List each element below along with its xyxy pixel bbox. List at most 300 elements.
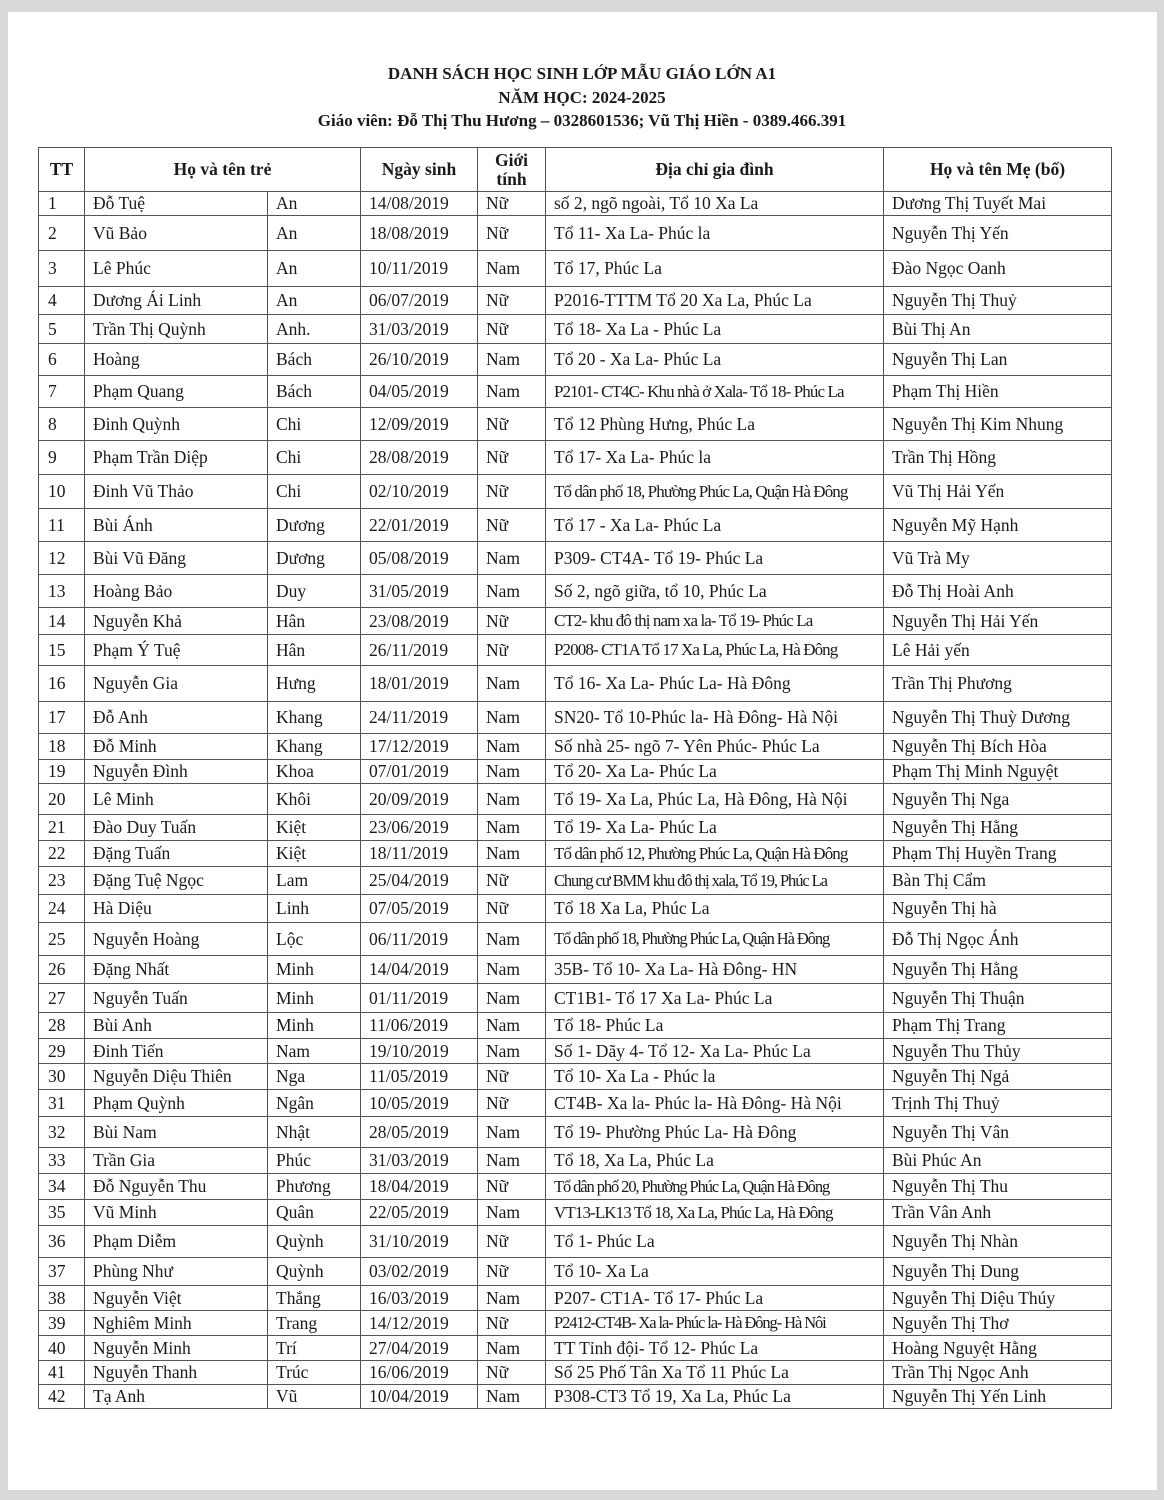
family-address: CT1B1- Tổ 17 Xa La- Phúc La [546,984,884,1013]
family-address: Tổ 20- Xa La- Phúc La [546,760,884,784]
parent-name: Lê Hải yến [884,635,1112,666]
parent-name: Nguyễn Thị Bích Hòa [884,734,1112,760]
parent-name: Phạm Thị Minh Nguyệt [884,760,1112,784]
child-given-name: Ngân [268,1090,361,1117]
date-of-birth: 03/02/2019 [361,1258,478,1286]
child-given-name: An [268,251,361,287]
child-given-name: Minh [268,1013,361,1039]
child-given-name: Minh [268,984,361,1013]
table-row [39,475,1112,509]
date-of-birth: 31/03/2019 [361,1148,478,1174]
child-given-name: Hân [268,635,361,666]
date-of-birth: 18/08/2019 [361,216,478,251]
row-number: 5 [39,315,85,344]
table-row [39,1226,1112,1258]
header-tt: TT [39,148,85,192]
gender: Nam [478,1286,546,1311]
child-given-name: Anh. [268,315,361,344]
gender: Nữ [478,635,546,666]
date-of-birth: 26/10/2019 [361,344,478,376]
table-row [39,192,1112,216]
parent-name: Nguyễn Thị Thuỳ Dương [884,702,1112,734]
gender: Nữ [478,1361,546,1385]
child-surname: Phạm Trần Diệp [85,441,268,475]
date-of-birth: 11/05/2019 [361,1064,478,1090]
family-address: Tổ 17 - Xa La- Phúc La [546,509,884,542]
family-address: Tổ 17, Phúc La [546,251,884,287]
child-given-name: Kiệt [268,815,361,841]
parent-name: Nguyễn Thị hà [884,895,1112,923]
child-surname: Hoàng [85,344,268,376]
date-of-birth: 11/06/2019 [361,1013,478,1039]
child-given-name: Nam [268,1039,361,1064]
child-surname: Đỗ Anh [85,702,268,734]
date-of-birth: 10/04/2019 [361,1385,478,1409]
table-row [39,315,1112,344]
parent-name: Nguyễn Thị Hằng [884,815,1112,841]
parent-name: Nguyễn Thị Dung [884,1258,1112,1286]
family-address: TT Tỉnh đội- Tổ 12- Phúc La [546,1336,884,1361]
teacher-info: Giáo viên: Đỗ Thị Thu Hương – 0328601536; Vũ Thị Hiền - 0389.466.391 [317,111,847,130]
gender: Nam [478,1385,546,1409]
row-number: 11 [39,509,85,542]
child-surname: Bùi Nam [85,1117,268,1148]
gender: Nam [478,815,546,841]
child-given-name: Kiệt [268,841,361,867]
parent-name: Dương Thị Tuyết Mai [884,192,1112,216]
header-dob: Ngày sinh [361,148,478,192]
table-row [39,984,1112,1013]
header-gender [478,148,546,192]
date-of-birth: 28/08/2019 [361,441,478,475]
row-number: 17 [39,702,85,734]
child-surname: Vũ Minh [85,1200,268,1226]
gender: Nữ [478,867,546,895]
child-surname: Vũ Bảo [85,216,268,251]
date-of-birth: 27/04/2019 [361,1336,478,1361]
child-surname: Nguyễn Gia [85,666,268,702]
family-address: P308-CT3 Tổ 19, Xa La, Phúc La [546,1385,884,1409]
family-address: Tổ 11- Xa La- Phúc la [546,216,884,251]
child-surname: Phùng Như [85,1258,268,1286]
date-of-birth: 14/12/2019 [361,1311,478,1336]
child-surname: Bùi Vũ Đăng [85,542,268,575]
row-number: 39 [39,1311,85,1336]
date-of-birth: 16/03/2019 [361,1286,478,1311]
child-surname: Hà Diệu [85,895,268,923]
table-row [39,441,1112,475]
date-of-birth: 17/12/2019 [361,734,478,760]
parent-name: Nguyễn Thị Yến [884,216,1112,251]
parent-name: Nguyễn Thị Lan [884,344,1112,376]
row-number: 2 [39,216,85,251]
child-given-name: Hưng [268,666,361,702]
row-number: 20 [39,784,85,815]
date-of-birth: 25/04/2019 [361,867,478,895]
child-surname: Nguyễn Việt [85,1286,268,1311]
date-of-birth: 10/05/2019 [361,1090,478,1117]
date-of-birth: 06/11/2019 [361,923,478,956]
date-of-birth: 07/01/2019 [361,760,478,784]
date-of-birth: 24/11/2019 [361,702,478,734]
row-number: 28 [39,1013,85,1039]
family-address: Tổ 16- Xa La- Phúc La- Hà Đông [546,666,884,702]
table-row [39,1013,1112,1039]
table-row [39,666,1112,702]
row-number: 9 [39,441,85,475]
child-given-name: Trí [268,1336,361,1361]
parent-name: Nguyễn Thị Hải Yến [884,608,1112,635]
child-given-name: Lam [268,867,361,895]
family-address: CT2- khu đô thị nam xa la- Tổ 19- Phúc La [546,608,884,635]
parent-name: Nguyễn Thị Yến Linh [884,1385,1112,1409]
family-address: Số 1- Dãy 4- Tổ 12- Xa La- Phúc La [546,1039,884,1064]
date-of-birth: 22/01/2019 [361,509,478,542]
child-given-name: Trúc [268,1361,361,1385]
date-of-birth: 31/03/2019 [361,315,478,344]
row-number: 35 [39,1200,85,1226]
date-of-birth: 23/06/2019 [361,815,478,841]
date-of-birth: 18/01/2019 [361,666,478,702]
family-address: Tổ 17- Xa La- Phúc la [546,441,884,475]
gender: Nam [478,1013,546,1039]
table-row [39,1117,1112,1148]
gender: Nam [478,344,546,376]
date-of-birth: 20/09/2019 [361,784,478,815]
family-address: Chung cư BMM khu đô thị xala, Tổ 19, Phúc La [546,867,884,895]
child-given-name: Hân [268,608,361,635]
gender: Nam [478,956,546,984]
row-number: 1 [39,192,85,216]
header-gender-line2: tính [496,168,527,189]
table-body [39,192,1112,1409]
parent-name: Trần Thị Phương [884,666,1112,702]
table-row [39,1064,1112,1090]
family-address: CT4B- Xa la- Phúc la- Hà Đông- Hà Nội [546,1090,884,1117]
child-given-name: Quỳnh [268,1226,361,1258]
child-surname: Đỗ Minh [85,734,268,760]
date-of-birth: 28/05/2019 [361,1117,478,1148]
family-address: P2101- CT4C- Khu nhà ở Xala- Tổ 18- Phúc La [546,376,884,408]
date-of-birth: 12/09/2019 [361,408,478,441]
table-row [39,1148,1112,1174]
family-address: Tổ dân phố 12, Phường Phúc La, Quận Hà Đông [546,841,884,867]
child-surname: Phạm Diễm [85,1226,268,1258]
child-given-name: An [268,216,361,251]
gender: Nam [478,251,546,287]
table-row [39,734,1112,760]
child-surname: Đinh Tiến [85,1039,268,1064]
header-child-name: Họ và tên trẻ [85,148,361,192]
family-address: Tổ 1- Phúc La [546,1226,884,1258]
child-surname: Nguyễn Hoàng [85,923,268,956]
child-surname: Phạm Quang [85,376,268,408]
child-surname: Nguyễn Tuấn [85,984,268,1013]
row-number: 3 [39,251,85,287]
family-address: Tổ 10- Xa La - Phúc la [546,1064,884,1090]
parent-name: Nguyễn Thị Thơ [884,1311,1112,1336]
parent-name: Nguyễn Thị Ngả [884,1064,1112,1090]
parent-name: Phạm Thị Huyền Trang [884,841,1112,867]
date-of-birth: 16/06/2019 [361,1361,478,1385]
gender: Nam [478,923,546,956]
family-address: Tổ dân phố 20, Phường Phúc La, Quận Hà Đông [546,1174,884,1200]
family-address: Tổ dân phố 18, Phường Phúc La, Quận Hà Đông [546,923,884,956]
child-given-name: An [268,287,361,315]
gender: Nữ [478,408,546,441]
child-surname: Phạm Quỳnh [85,1090,268,1117]
child-surname: Đặng Nhất [85,956,268,984]
gender: Nữ [478,1090,546,1117]
child-surname: Phạm Ý Tuệ [85,635,268,666]
family-address: Tổ 10- Xa La [546,1258,884,1286]
family-address: Tổ 18- Xa La - Phúc La [546,315,884,344]
child-surname: Dương Ái Linh [85,287,268,315]
row-number: 26 [39,956,85,984]
date-of-birth: 31/10/2019 [361,1226,478,1258]
child-given-name: Khoa [268,760,361,784]
table-row [39,287,1112,315]
gender: Nam [478,666,546,702]
table-row [39,344,1112,376]
child-given-name: An [268,192,361,216]
table-row [39,1200,1112,1226]
row-number: 37 [39,1258,85,1286]
child-surname: Lê Phúc [85,251,268,287]
row-number: 19 [39,760,85,784]
table-row [39,956,1112,984]
table-row [39,784,1112,815]
row-number: 7 [39,376,85,408]
gender: Nữ [478,192,546,216]
child-given-name: Trang [268,1311,361,1336]
child-given-name: Khang [268,702,361,734]
child-surname: Trần Thị Quỳnh [85,315,268,344]
parent-name: Nguyễn Thu Thủy [884,1039,1112,1064]
row-number: 14 [39,608,85,635]
parent-name: Đỗ Thị Ngọc Ánh [884,923,1112,956]
child-given-name: Thắng [268,1286,361,1311]
child-surname: Trần Gia [85,1148,268,1174]
gender: Nữ [478,315,546,344]
row-number: 21 [39,815,85,841]
child-surname: Hoàng Bảo [85,575,268,608]
gender: Nam [478,1336,546,1361]
parent-name: Đỗ Thị Hoài Anh [884,575,1112,608]
gender: Nam [478,1148,546,1174]
date-of-birth: 14/04/2019 [361,956,478,984]
child-surname: Đào Duy Tuấn [85,815,268,841]
row-number: 42 [39,1385,85,1409]
table-row [39,251,1112,287]
row-number: 10 [39,475,85,509]
gender: Nữ [478,608,546,635]
child-given-name: Nga [268,1064,361,1090]
child-given-name: Khôi [268,784,361,815]
gender: Nữ [478,1258,546,1286]
gender: Nữ [478,475,546,509]
date-of-birth: 02/10/2019 [361,475,478,509]
table-row [39,1336,1112,1361]
child-given-name: Lộc [268,923,361,956]
family-address: Số 2, ngõ giữa, tổ 10, Phúc La [546,575,884,608]
gender: Nữ [478,895,546,923]
gender: Nam [478,1117,546,1148]
row-number: 36 [39,1226,85,1258]
gender: Nữ [478,1311,546,1336]
family-address: số 2, ngõ ngoài, Tổ 10 Xa La [546,192,884,216]
table-row [39,867,1112,895]
child-surname: Đinh Quỳnh [85,408,268,441]
child-surname: Đỗ Tuệ [85,192,268,216]
row-number: 23 [39,867,85,895]
child-given-name: Dương [268,509,361,542]
header-parent: Họ và tên Mẹ (bố) [884,148,1112,192]
gender: Nữ [478,509,546,542]
table-row [39,1039,1112,1064]
student-list-table [38,147,1112,1409]
parent-name: Nguyễn Thị Nga [884,784,1112,815]
table-row [39,1090,1112,1117]
family-address: Tổ 18, Xa La, Phúc La [546,1148,884,1174]
gender: Nam [478,984,546,1013]
child-given-name: Quỳnh [268,1258,361,1286]
table-header-row [39,148,1112,192]
date-of-birth: 23/08/2019 [361,608,478,635]
table-row [39,1361,1112,1385]
date-of-birth: 26/11/2019 [361,635,478,666]
gender: Nam [478,1039,546,1064]
date-of-birth: 04/05/2019 [361,376,478,408]
family-address: Tổ 19- Phường Phúc La- Hà Đông [546,1117,884,1148]
row-number: 25 [39,923,85,956]
row-number: 22 [39,841,85,867]
table-row [39,895,1112,923]
row-number: 40 [39,1336,85,1361]
family-address: 35B- Tổ 10- Xa La- Hà Đông- HN [546,956,884,984]
family-address: Tổ 19- Xa La- Phúc La [546,815,884,841]
row-number: 41 [39,1361,85,1385]
parent-name: Trần Thị Ngọc Anh [884,1361,1112,1385]
parent-name: Vũ Trà My [884,542,1112,575]
family-address: Số 25 Phố Tân Xa Tổ 11 Phúc La [546,1361,884,1385]
child-given-name: Chi [268,408,361,441]
child-surname: Đinh Vũ Thảo [85,475,268,509]
family-address: Tổ 18- Phúc La [546,1013,884,1039]
table-row [39,216,1112,251]
parent-name: Trịnh Thị Thuỷ [884,1090,1112,1117]
date-of-birth: 18/11/2019 [361,841,478,867]
child-surname: Đỗ Nguyễn Thu [85,1174,268,1200]
parent-name: Trần Thị Hồng [884,441,1112,475]
table-row [39,1286,1112,1311]
gender: Nữ [478,1064,546,1090]
child-surname: Đặng Tuấn [85,841,268,867]
parent-name: Phạm Thị Trang [884,1013,1112,1039]
child-surname: Tạ Anh [85,1385,268,1409]
date-of-birth: 22/05/2019 [361,1200,478,1226]
header-address: Địa chỉ gia đình [546,148,884,192]
row-number: 30 [39,1064,85,1090]
family-address: SN20- Tổ 10-Phúc la- Hà Đông- Hà Nội [546,702,884,734]
parent-name: Nguyễn Thị Diệu Thúy [884,1286,1112,1311]
date-of-birth: 06/07/2019 [361,287,478,315]
date-of-birth: 10/11/2019 [361,251,478,287]
child-given-name: Nhật [268,1117,361,1148]
date-of-birth: 31/05/2019 [361,575,478,608]
gender: Nữ [478,216,546,251]
child-given-name: Minh [268,956,361,984]
child-surname: Nguyễn Đình [85,760,268,784]
gender: Nam [478,760,546,784]
parent-name: Nguyễn Thị Hằng [884,956,1112,984]
table-row [39,376,1112,408]
row-number: 29 [39,1039,85,1064]
family-address: P2412-CT4B- Xa la- Phúc la- Hà Đông- Hà Nôi [546,1311,884,1336]
gender: Nữ [478,1226,546,1258]
child-surname: Bùi Anh [85,1013,268,1039]
gender: Nữ [478,441,546,475]
family-address: P309- CT4A- Tổ 19- Phúc La [546,542,884,575]
gender: Nam [478,1200,546,1226]
child-surname: Bùi Ánh [85,509,268,542]
row-number: 12 [39,542,85,575]
row-number: 6 [39,344,85,376]
parent-name: Bùi Thị An [884,315,1112,344]
table-row [39,841,1112,867]
child-given-name: Bách [268,376,361,408]
table-row [39,1258,1112,1286]
parent-name: Trần Vân Anh [884,1200,1112,1226]
table-row [39,509,1112,542]
table-row [39,760,1112,784]
header-gender-line1: Giới [494,149,529,170]
table-row [39,923,1112,956]
family-address: Tổ 20 - Xa La- Phúc La [546,344,884,376]
gender: Nữ [478,287,546,315]
child-given-name: Vũ [268,1385,361,1409]
gender: Nữ [478,1174,546,1200]
date-of-birth: 19/10/2019 [361,1039,478,1064]
parent-name: Bùi Phúc An [884,1148,1112,1174]
family-address: Tổ dân phố 18, Phường Phúc La, Quận Hà Đông [546,475,884,509]
date-of-birth: 05/08/2019 [361,542,478,575]
child-surname: Lê Minh [85,784,268,815]
child-given-name: Phúc [268,1148,361,1174]
child-given-name: Quân [268,1200,361,1226]
parent-name: Nguyễn Thị Thuỷ [884,287,1112,315]
gender: Nam [478,841,546,867]
child-given-name: Bách [268,344,361,376]
gender: Nam [478,376,546,408]
child-surname: Nguyễn Minh [85,1336,268,1361]
parent-name: Nguyễn Mỹ Hạnh [884,509,1112,542]
child-given-name: Duy [268,575,361,608]
row-number: 18 [39,734,85,760]
table-row [39,1385,1112,1409]
table-row [39,702,1112,734]
family-address: P207- CT1A- Tổ 17- Phúc La [546,1286,884,1311]
table-row [39,575,1112,608]
child-given-name: Khang [268,734,361,760]
gender: Nam [478,734,546,760]
row-number: 34 [39,1174,85,1200]
child-given-name: Chi [268,475,361,509]
parent-name: Nguyễn Thị Thuận [884,984,1112,1013]
parent-name: Phạm Thị Hiền [884,376,1112,408]
row-number: 8 [39,408,85,441]
table-row [39,1311,1112,1336]
